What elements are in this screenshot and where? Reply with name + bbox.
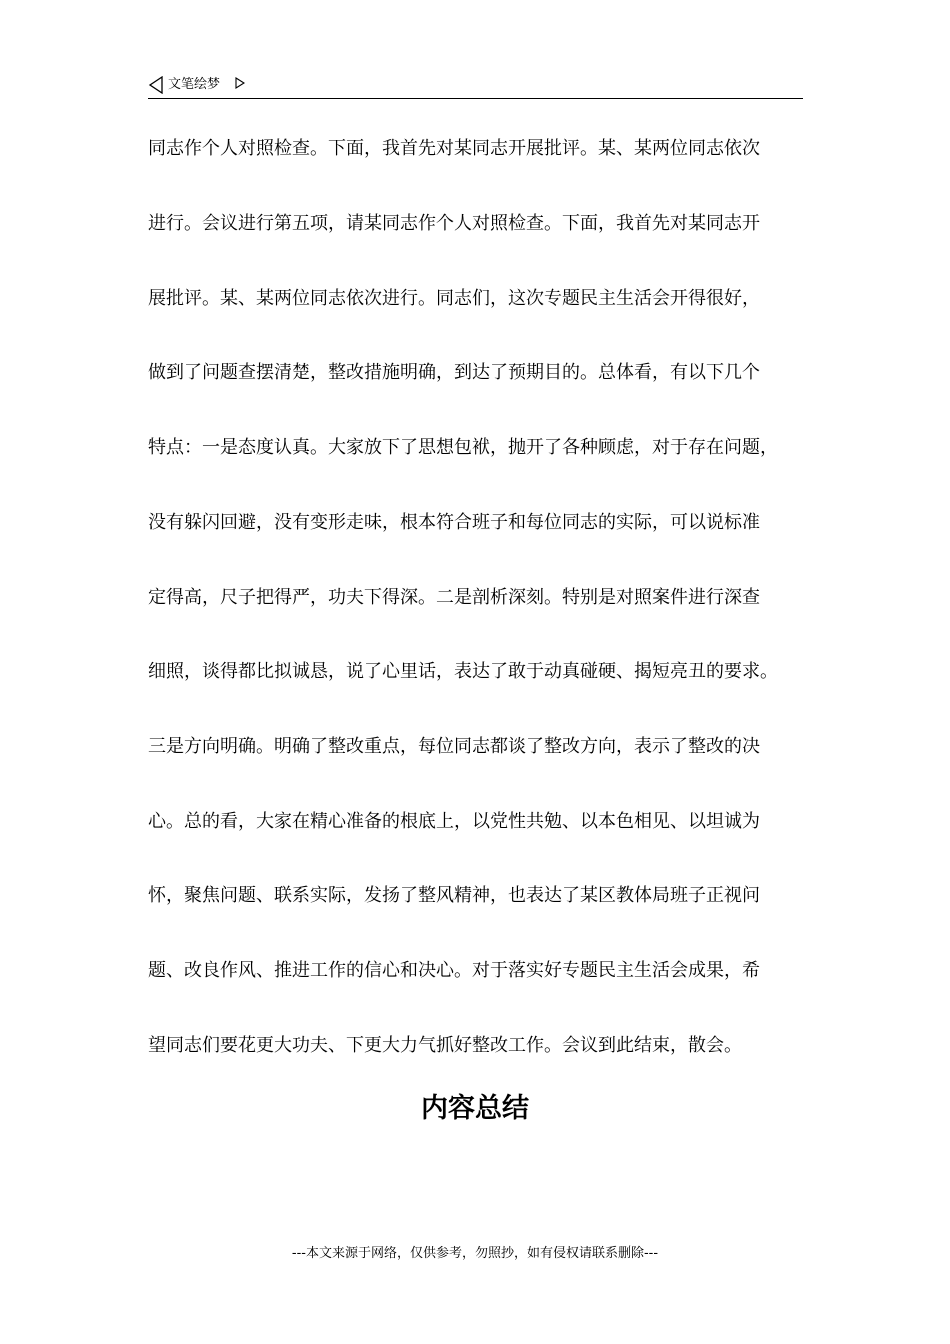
body-line: 展批评。某、某两位同志依次进行。同志们，这次专题民主生活会开得很好， [148, 288, 760, 309]
body-line: 细照，谈得都比拟诚恳，说了心里话，表达了敢于动真碰硬、揭短亮丑的要求。 [148, 661, 778, 682]
triangle-left-outline-icon [148, 76, 164, 94]
body-line: 望同志们要花更大功夫、下更大力气抓好整改工作。会议到此结束，散会。 [148, 1035, 742, 1056]
page-header [148, 74, 803, 99]
body-line: 同志作个人对照检查。下面，我首先对某同志开展批评。某、某两位同志依次 [148, 138, 760, 159]
body-line: 进行。会议进行第五项，请某同志作个人对照检查。下面，我首先对某同志开 [148, 213, 760, 234]
header-title: 文笔绘梦 [168, 77, 221, 92]
body-line: 题、改良作风、推进工作的信心和决心。对于落实好专题民主生活会成果，希 [148, 960, 760, 981]
triangle-right-outline-icon [235, 77, 245, 89]
body-line: 没有躲闪回避，没有变形走味，根本符合班子和每位同志的实际，可以说标准 [148, 512, 760, 533]
body-line: 特点：一是态度认真。大家放下了思想包袱，抛开了各种顾虑，对于存在问题， [148, 437, 778, 458]
body-line: 做到了问题查摆清楚，整改措施明确，到达了预期目的。总体看，有以下几个 [148, 362, 760, 383]
body-line: 心。总的看，大家在精心准备的根底上，以党性共勉、以本色相见、以坦诚为 [148, 811, 760, 832]
footer-disclaimer: ---本文来源于网络，仅供参考，勿照抄，如有侵权请联系删除--- [291, 1246, 659, 1261]
section-heading: 内容总结 [421, 1093, 529, 1124]
body-line: 定得高，尺子把得严，功夫下得深。二是剖析深刻。特别是对照案件进行深查 [148, 587, 760, 608]
body-line: 怀，聚焦问题、联系实际，发扬了整风精神，也表达了某区教体局班子正视问 [148, 885, 760, 906]
body-line: 三是方向明确。明确了整改重点，每位同志都谈了整改方向，表示了整改的决 [148, 736, 760, 757]
